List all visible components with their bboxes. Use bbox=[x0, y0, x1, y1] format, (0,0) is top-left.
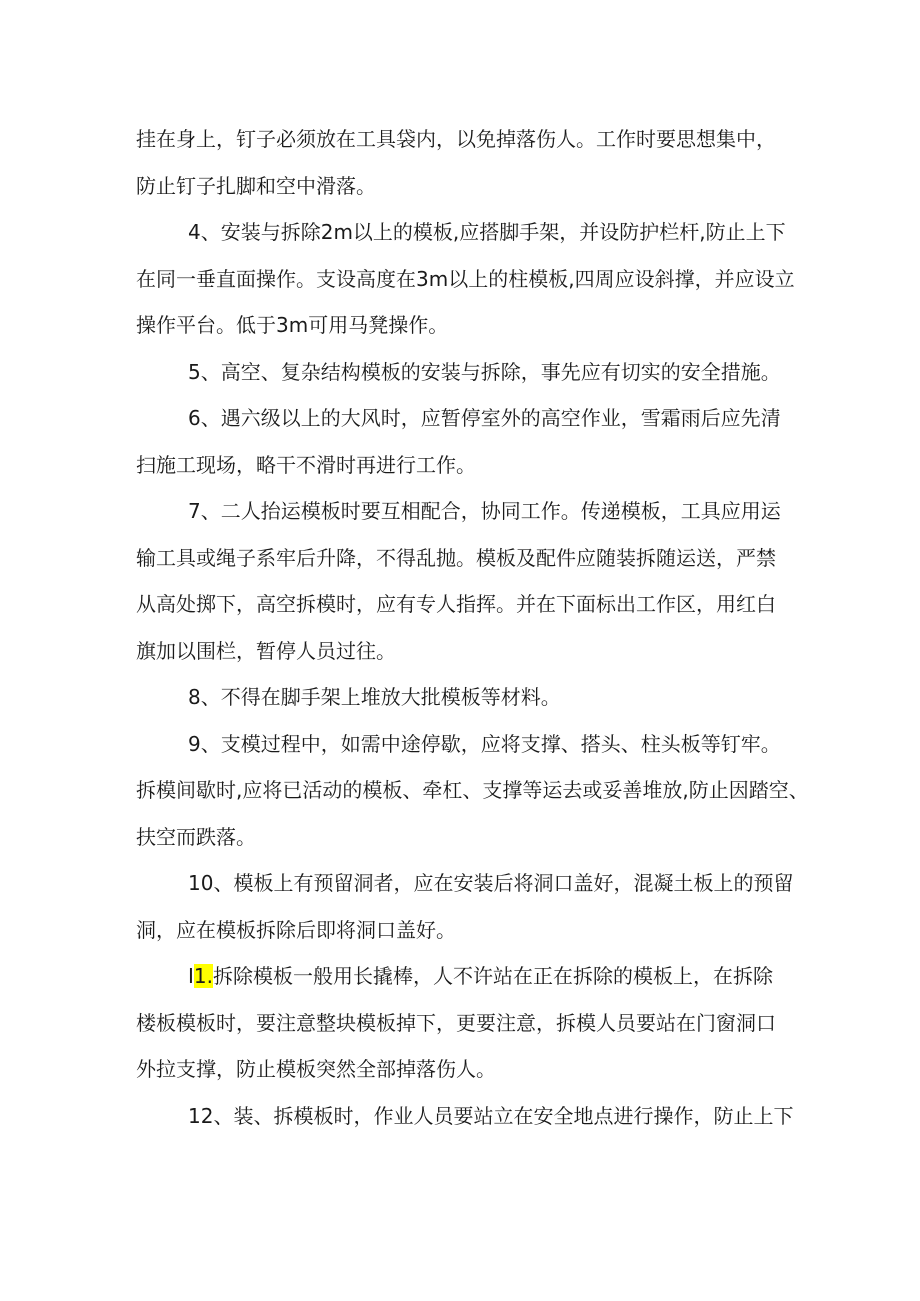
text-line: 外拉支撑，防止模板突然全部掉落伤人。 bbox=[136, 1057, 496, 1081]
text-line: 从高处掷下，高空拆模时，应有专人指挥。并在下面标出工作区，用红白 bbox=[136, 592, 776, 616]
text-line: 拆模间歇时,应将已活动的模板、牵杠、支撑等运去或妥善堆放,防止因踏空、 bbox=[136, 778, 809, 802]
highlighted-number: 1. bbox=[193, 964, 213, 988]
text-line: 12、装、拆模板时，作业人员要站立在安全地点进行操作，防止上下 bbox=[188, 1103, 794, 1128]
text-line: 在同一垂直面操作。支设高度在3m以上的柱模板,四周应设斜撑，并应设立 bbox=[136, 266, 795, 291]
paragraph-item-5 bbox=[136, 349, 788, 396]
text-line: 挂在身上，钉子必须放在工具袋内，以免掉落伤人。工作时要思想集中， bbox=[136, 127, 776, 151]
text-line: 操作平台。低于3m可用马凳操作。 bbox=[136, 313, 449, 337]
text-line: 输工具或绳子系牢后升降，不得乱抛。模板及配件应随装拆随运送，严禁 bbox=[136, 545, 776, 570]
item-prefix: I bbox=[188, 964, 194, 988]
text-line: 防止钉子扎脚和空中滑落。 bbox=[136, 173, 376, 198]
paragraph-item-8 bbox=[136, 674, 788, 721]
paragraph-item-12 bbox=[136, 1093, 794, 1140]
paragraph-item-7 bbox=[136, 488, 788, 674]
paragraph-continuation bbox=[136, 116, 788, 209]
text-line: 楼板模板时，要注意整块模板掉下，更要注意，拆模人员要站在门窗洞口 bbox=[136, 1010, 776, 1035]
text-line: 6、遇六级以上的大风时，应暂停室外的高空作业，雪霜雨后应先清 bbox=[188, 406, 781, 430]
paragraph-item-10 bbox=[136, 860, 794, 953]
paragraph-item-11 bbox=[136, 953, 788, 1093]
paragraph-item-6 bbox=[136, 395, 788, 488]
text-line: 7、二人抬运模板时要互相配合，协同工作。传递模板，工具应用运 bbox=[188, 499, 781, 523]
text-line-first bbox=[136, 953, 788, 1000]
text-line: 9、支模过程中，如需中途停歇，应将支撑、搭头、柱头板等钉牢。 bbox=[188, 731, 781, 756]
text-line: 扫施工现场，略干不滑时再进行工作。 bbox=[136, 452, 476, 477]
text-line-rest: 拆除模板一般用长撬棒，人不许站在正在拆除的模板上，在拆除 bbox=[213, 964, 773, 988]
text-line: 10、模板上有预留洞者，应在安装后将洞口盖好，混凝土板上的预留 bbox=[188, 871, 794, 895]
paragraph-item-9 bbox=[136, 721, 809, 861]
paragraph-item-4 bbox=[136, 209, 795, 349]
text-line: 扶空而跌落。 bbox=[136, 824, 256, 849]
text-line: 洞，应在模板拆除后即将洞口盖好。 bbox=[136, 917, 456, 942]
document-page bbox=[136, 116, 809, 1139]
text-line: 8、不得在脚手架上堆放大批模板等材料。 bbox=[188, 685, 561, 709]
text-line: 4、安装与拆除2m以上的模板,应搭脚手架，并设防护栏杆,防止上下 bbox=[188, 220, 786, 244]
text-line: 5、高空、复杂结构模板的安装与拆除，事先应有切实的安全措施。 bbox=[188, 359, 781, 384]
text-line: 旗加以围栏，暂停人员过往。 bbox=[136, 638, 396, 663]
